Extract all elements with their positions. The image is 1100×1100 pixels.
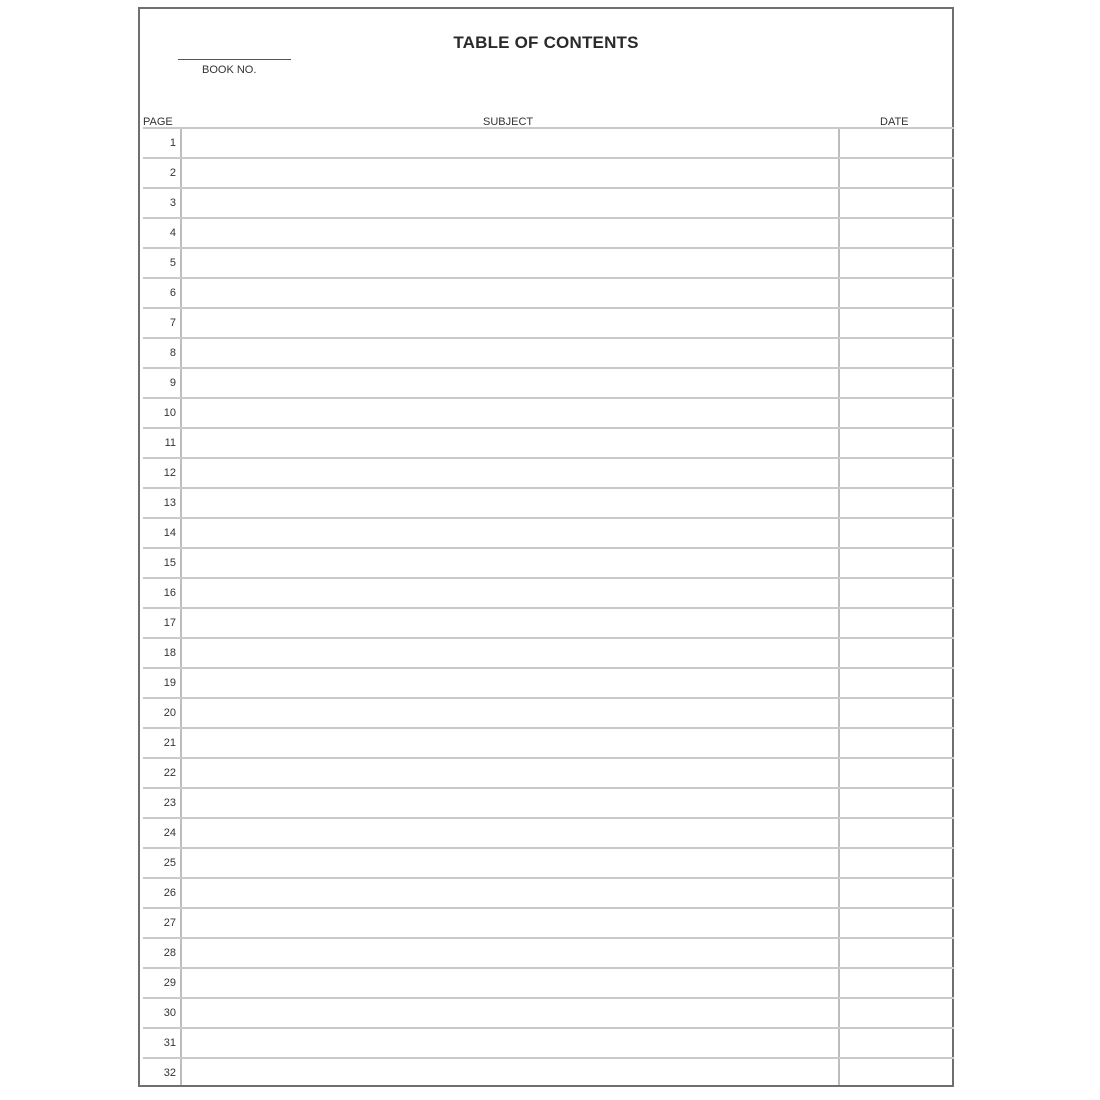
date-cell[interactable] [840,579,954,607]
subject-cell[interactable] [182,189,838,217]
page-number: 12 [163,467,176,479]
page-number: 26 [163,887,176,899]
date-cell[interactable] [840,219,954,247]
table-row [143,757,954,787]
page-number: 31 [163,1037,176,1049]
table-row [143,997,954,1027]
page-number: 21 [163,737,176,749]
date-cell[interactable] [840,459,954,487]
date-cell[interactable] [840,699,954,727]
page-number: 13 [163,497,176,509]
table-row [143,607,954,637]
date-cell[interactable] [840,309,954,337]
page-number: 11 [164,437,176,449]
subject-cell[interactable] [182,279,838,307]
page-number: 4 [169,227,176,239]
table-row [143,217,954,247]
subject-cell[interactable] [182,729,838,757]
subject-cell[interactable] [182,159,838,187]
date-cell[interactable] [840,789,954,817]
subject-cell[interactable] [182,639,838,667]
subject-cell[interactable] [182,849,838,877]
table-row [143,787,954,817]
page-number: 10 [163,407,176,419]
table-row [143,367,954,397]
form-title: TABLE OF CONTENTS [453,33,639,52]
date-cell[interactable] [840,609,954,637]
table-row [143,907,954,937]
page-number: 28 [163,947,176,959]
table-row [143,247,954,277]
page-number: 20 [163,707,176,719]
subject-cell[interactable] [182,549,838,577]
date-cell[interactable] [840,879,954,907]
subject-cell[interactable] [182,339,838,367]
table-row [143,667,954,697]
table-row [143,427,954,457]
table-row [143,457,954,487]
page-number: 23 [163,797,176,809]
page-number: 3 [169,197,176,209]
page-number: 6 [169,287,176,299]
subject-cell[interactable] [182,429,838,457]
table-row [143,307,954,337]
entry-table [143,127,954,1087]
page-number: 7 [169,317,176,329]
table-row [143,397,954,427]
table-row [143,487,954,517]
date-cell[interactable] [840,339,954,367]
subject-cell[interactable] [182,369,838,397]
subject-cell[interactable] [182,699,838,727]
subject-cell[interactable] [182,879,838,907]
subject-cell[interactable] [182,939,838,967]
subject-cell[interactable] [182,669,838,697]
date-cell[interactable] [840,759,954,787]
date-cell[interactable] [840,189,954,217]
date-cell[interactable] [840,639,954,667]
subject-cell[interactable] [182,459,838,487]
date-cell[interactable] [840,999,954,1027]
table-row [143,547,954,577]
page-number: 2 [169,167,176,179]
table-row [143,277,954,307]
subject-cell[interactable] [182,219,838,247]
column-header-date: DATE [880,116,909,128]
table-row [143,937,954,967]
subject-cell[interactable] [182,999,838,1027]
page-number: 22 [163,767,176,779]
table-row [143,517,954,547]
subject-cell[interactable] [182,249,838,277]
toc-form [138,7,954,1087]
date-cell[interactable] [840,909,954,937]
column-header-subject: SUBJECT [483,116,534,128]
page-number: 24 [163,827,176,839]
date-cell[interactable] [840,849,954,877]
date-cell[interactable] [840,129,954,157]
subject-cell[interactable] [182,969,838,997]
date-cell[interactable] [840,1059,954,1087]
subject-cell[interactable] [182,909,838,937]
date-cell[interactable] [840,939,954,967]
date-cell[interactable] [840,819,954,847]
subject-cell[interactable] [182,519,838,547]
date-cell[interactable] [840,279,954,307]
date-cell[interactable] [840,1029,954,1057]
table-row [143,817,954,847]
date-cell[interactable] [840,669,954,697]
subject-cell[interactable] [182,819,838,847]
subject-cell[interactable] [182,1059,838,1087]
table-row [143,637,954,667]
date-cell[interactable] [840,249,954,277]
subject-cell[interactable] [182,609,838,637]
page-number: 16 [163,587,176,599]
page-number: 1 [169,137,176,149]
page-number: 32 [163,1067,176,1079]
date-cell[interactable] [840,489,954,517]
table-row [143,577,954,607]
subject-cell[interactable] [182,129,838,157]
book-number-label: BOOK NO. [202,64,257,76]
table-row [143,157,954,187]
subject-cell[interactable] [182,579,838,607]
book-number-line[interactable] [178,59,291,60]
page-number: 29 [163,977,176,989]
column-header-page: PAGE [143,116,173,128]
subject-cell[interactable] [182,309,838,337]
table-row [143,127,954,157]
page-number: 17 [163,617,176,629]
date-cell[interactable] [840,729,954,757]
subject-cell[interactable] [182,399,838,427]
table-row [143,187,954,217]
table-row [143,697,954,727]
date-cell[interactable] [840,159,954,187]
page-number: 27 [163,917,176,929]
subject-cell[interactable] [182,489,838,517]
date-cell[interactable] [840,519,954,547]
page-number: 25 [163,857,176,869]
table-row [143,337,954,367]
date-cell[interactable] [840,399,954,427]
page-number: 5 [169,257,176,269]
table-row [143,847,954,877]
page-number: 15 [163,557,176,569]
subject-cell[interactable] [182,759,838,787]
page-number: 9 [169,377,176,389]
table-row [143,877,954,907]
page-number: 18 [163,647,176,659]
table-row [143,727,954,757]
date-cell[interactable] [840,549,954,577]
page-number: 19 [163,677,176,689]
table-row [143,1057,954,1087]
page-number: 30 [163,1007,176,1019]
subject-cell[interactable] [182,1029,838,1057]
table-row [143,1027,954,1057]
page-number: 14 [163,527,176,539]
date-cell[interactable] [840,369,954,397]
subject-cell[interactable] [182,789,838,817]
date-cell[interactable] [840,429,954,457]
page-number: 8 [169,347,176,359]
table-row [143,967,954,997]
date-cell[interactable] [840,969,954,997]
